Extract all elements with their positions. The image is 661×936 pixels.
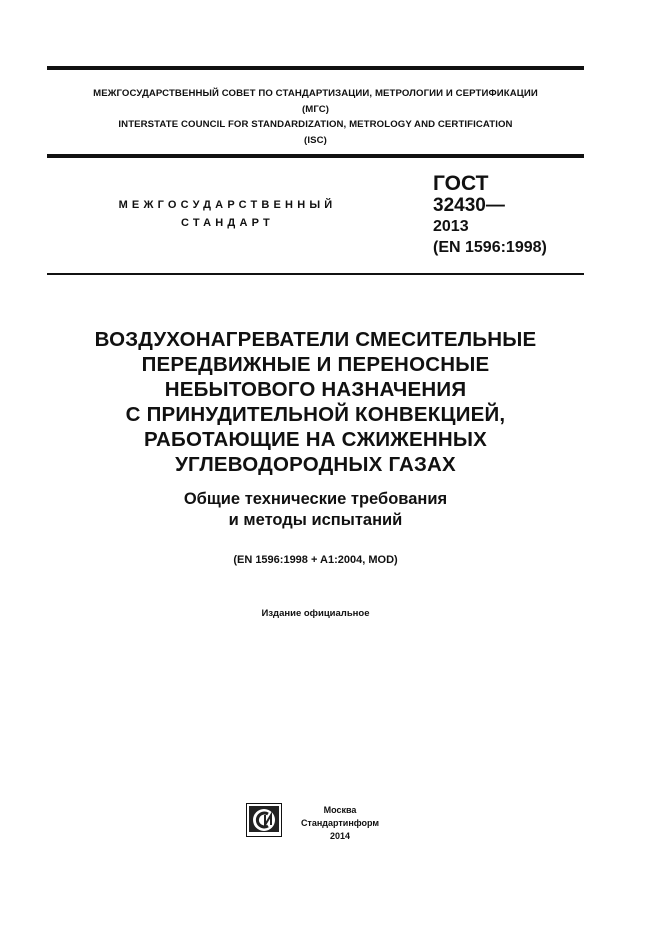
publisher-city: Москва <box>323 805 357 815</box>
gost-designation <box>433 172 547 259</box>
council-en-name: INTERSTATE COUNCIL FOR STANDARDIZATION, METROLOGY AND CERTIFICATION <box>118 119 513 131</box>
gost-name: ГОСТ <box>433 172 489 195</box>
gost-en-reference: (EN 1596:1998) <box>433 239 547 256</box>
publisher-year: 2014 <box>329 831 351 841</box>
publisher-imprint <box>295 804 385 843</box>
title-line: С ПРИНУДИТЕЛЬНОЙ КОНВЕКЦИЕЙ, <box>125 403 506 426</box>
subtitle-line: и методы испытаний <box>228 511 403 529</box>
title-line: ПЕРЕДВИЖНЫЕ И ПЕРЕНОСНЫЕ <box>141 353 490 376</box>
standard-kind <box>100 196 355 232</box>
title-line: ВОЗДУХОНАГРЕВАТЕЛИ СМЕСИТЕЛЬНЫЕ <box>94 328 537 351</box>
council-ru-name: МЕЖГОСУДАРСТВЕННЫЙ СОВЕТ ПО СТАНДАРТИЗАЦИИ, МЕТРОЛОГИИ И СЕРТИФИКАЦИИ <box>93 88 538 99</box>
standartinform-logo-icon <box>246 803 282 837</box>
gost-number: 32430— <box>433 195 505 216</box>
document-subtitle <box>47 489 584 531</box>
harmonization-reference: (EN 1596:1998 + A1:2004, MOD) <box>233 554 398 566</box>
publisher-name: Стандартинформ <box>300 818 380 828</box>
top-divider <box>47 66 584 70</box>
edition-note: Издание официальное <box>261 608 370 619</box>
council-header <box>47 86 584 148</box>
standard-kind-line2: СТАНДАРТ <box>181 217 274 229</box>
designation-divider <box>47 273 584 275</box>
document-title <box>47 327 584 477</box>
title-line: НЕБЫТОВОГО НАЗНАЧЕНИЯ <box>164 378 467 401</box>
council-en-abbr: (ISC) <box>304 134 327 146</box>
council-ru-abbr: (МГС) <box>301 103 330 115</box>
standard-kind-line1: МЕЖГОСУДАРСТВЕННЫЙ <box>118 199 337 211</box>
title-line: УГЛЕВОДОРОДНЫХ ГАЗАХ <box>175 453 456 476</box>
title-line: РАБОТАЮЩИЕ НА СЖИЖЕННЫХ <box>143 428 488 451</box>
subtitle-line: Общие технические требования <box>183 490 448 508</box>
gost-year: 2013 <box>433 218 469 235</box>
header-divider <box>47 154 584 158</box>
